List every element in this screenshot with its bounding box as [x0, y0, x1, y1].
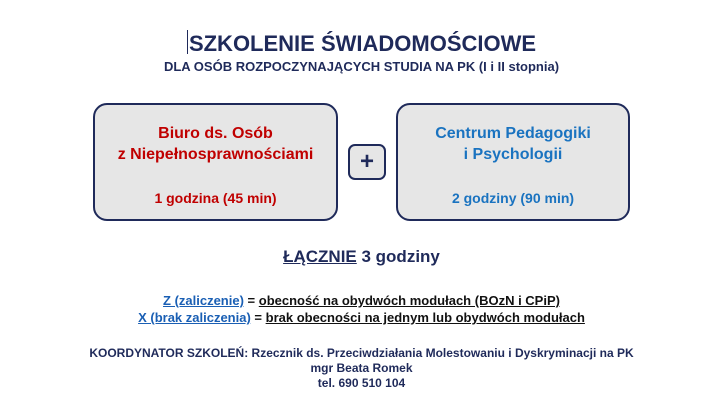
total-label: ŁĄCZNIE: [283, 247, 357, 266]
page-subtitle: DLA OSÓB ROZPOCZYNAJĄCYCH STUDIA NA PK (I i II stopnia): [163, 59, 560, 74]
total-hours: [0, 247, 723, 267]
legend-z: [0, 293, 723, 308]
coordinator-line: KOORDYNATOR SZKOLEŃ: Rzecznik ds. Przeciwdziałania Molestowaniu i Dyskryminacji na PK: [89, 346, 634, 360]
module-name-boz: [95, 123, 336, 165]
legend-z-eq: =: [243, 293, 259, 308]
module-box-cpip: [396, 103, 630, 221]
module-name-line2: z Niepełnosprawnościami: [117, 146, 314, 163]
plus-icon: +: [348, 144, 386, 180]
module-name-line2: i Psychologii: [463, 146, 563, 163]
total-value: 3 godziny: [356, 247, 440, 266]
page-title: [0, 30, 723, 57]
module-box-boz: [93, 103, 338, 221]
module-name-line1: Centrum Pedagogiki: [435, 125, 591, 142]
legend-x-key: X (brak zaliczenia): [138, 310, 251, 325]
module-name-cpip: [398, 123, 628, 165]
legend-z-key: Z (zaliczenie): [163, 293, 244, 308]
coordinator-name: mgr Beata Romek: [310, 361, 413, 375]
module-name-line1: Biuro ds. Osób: [158, 125, 273, 142]
text-cursor: [187, 30, 188, 54]
title-text: SZKOLENIE ŚWIADOMOŚCIOWE: [188, 31, 537, 56]
coordinator-phone: tel. 690 510 104: [317, 376, 406, 390]
module-duration-boz: 1 godzina (45 min): [154, 190, 277, 206]
module-duration-cpip: 2 godziny (90 min): [451, 190, 575, 206]
legend-x-desc: brak obecności na jednym lub obydwóch modułach: [265, 310, 585, 325]
legend-z-desc: obecność na obydwóch modułach (BOzN i CPiP): [258, 293, 560, 308]
legend-x: [0, 310, 723, 325]
legend-x-eq: =: [250, 310, 266, 325]
